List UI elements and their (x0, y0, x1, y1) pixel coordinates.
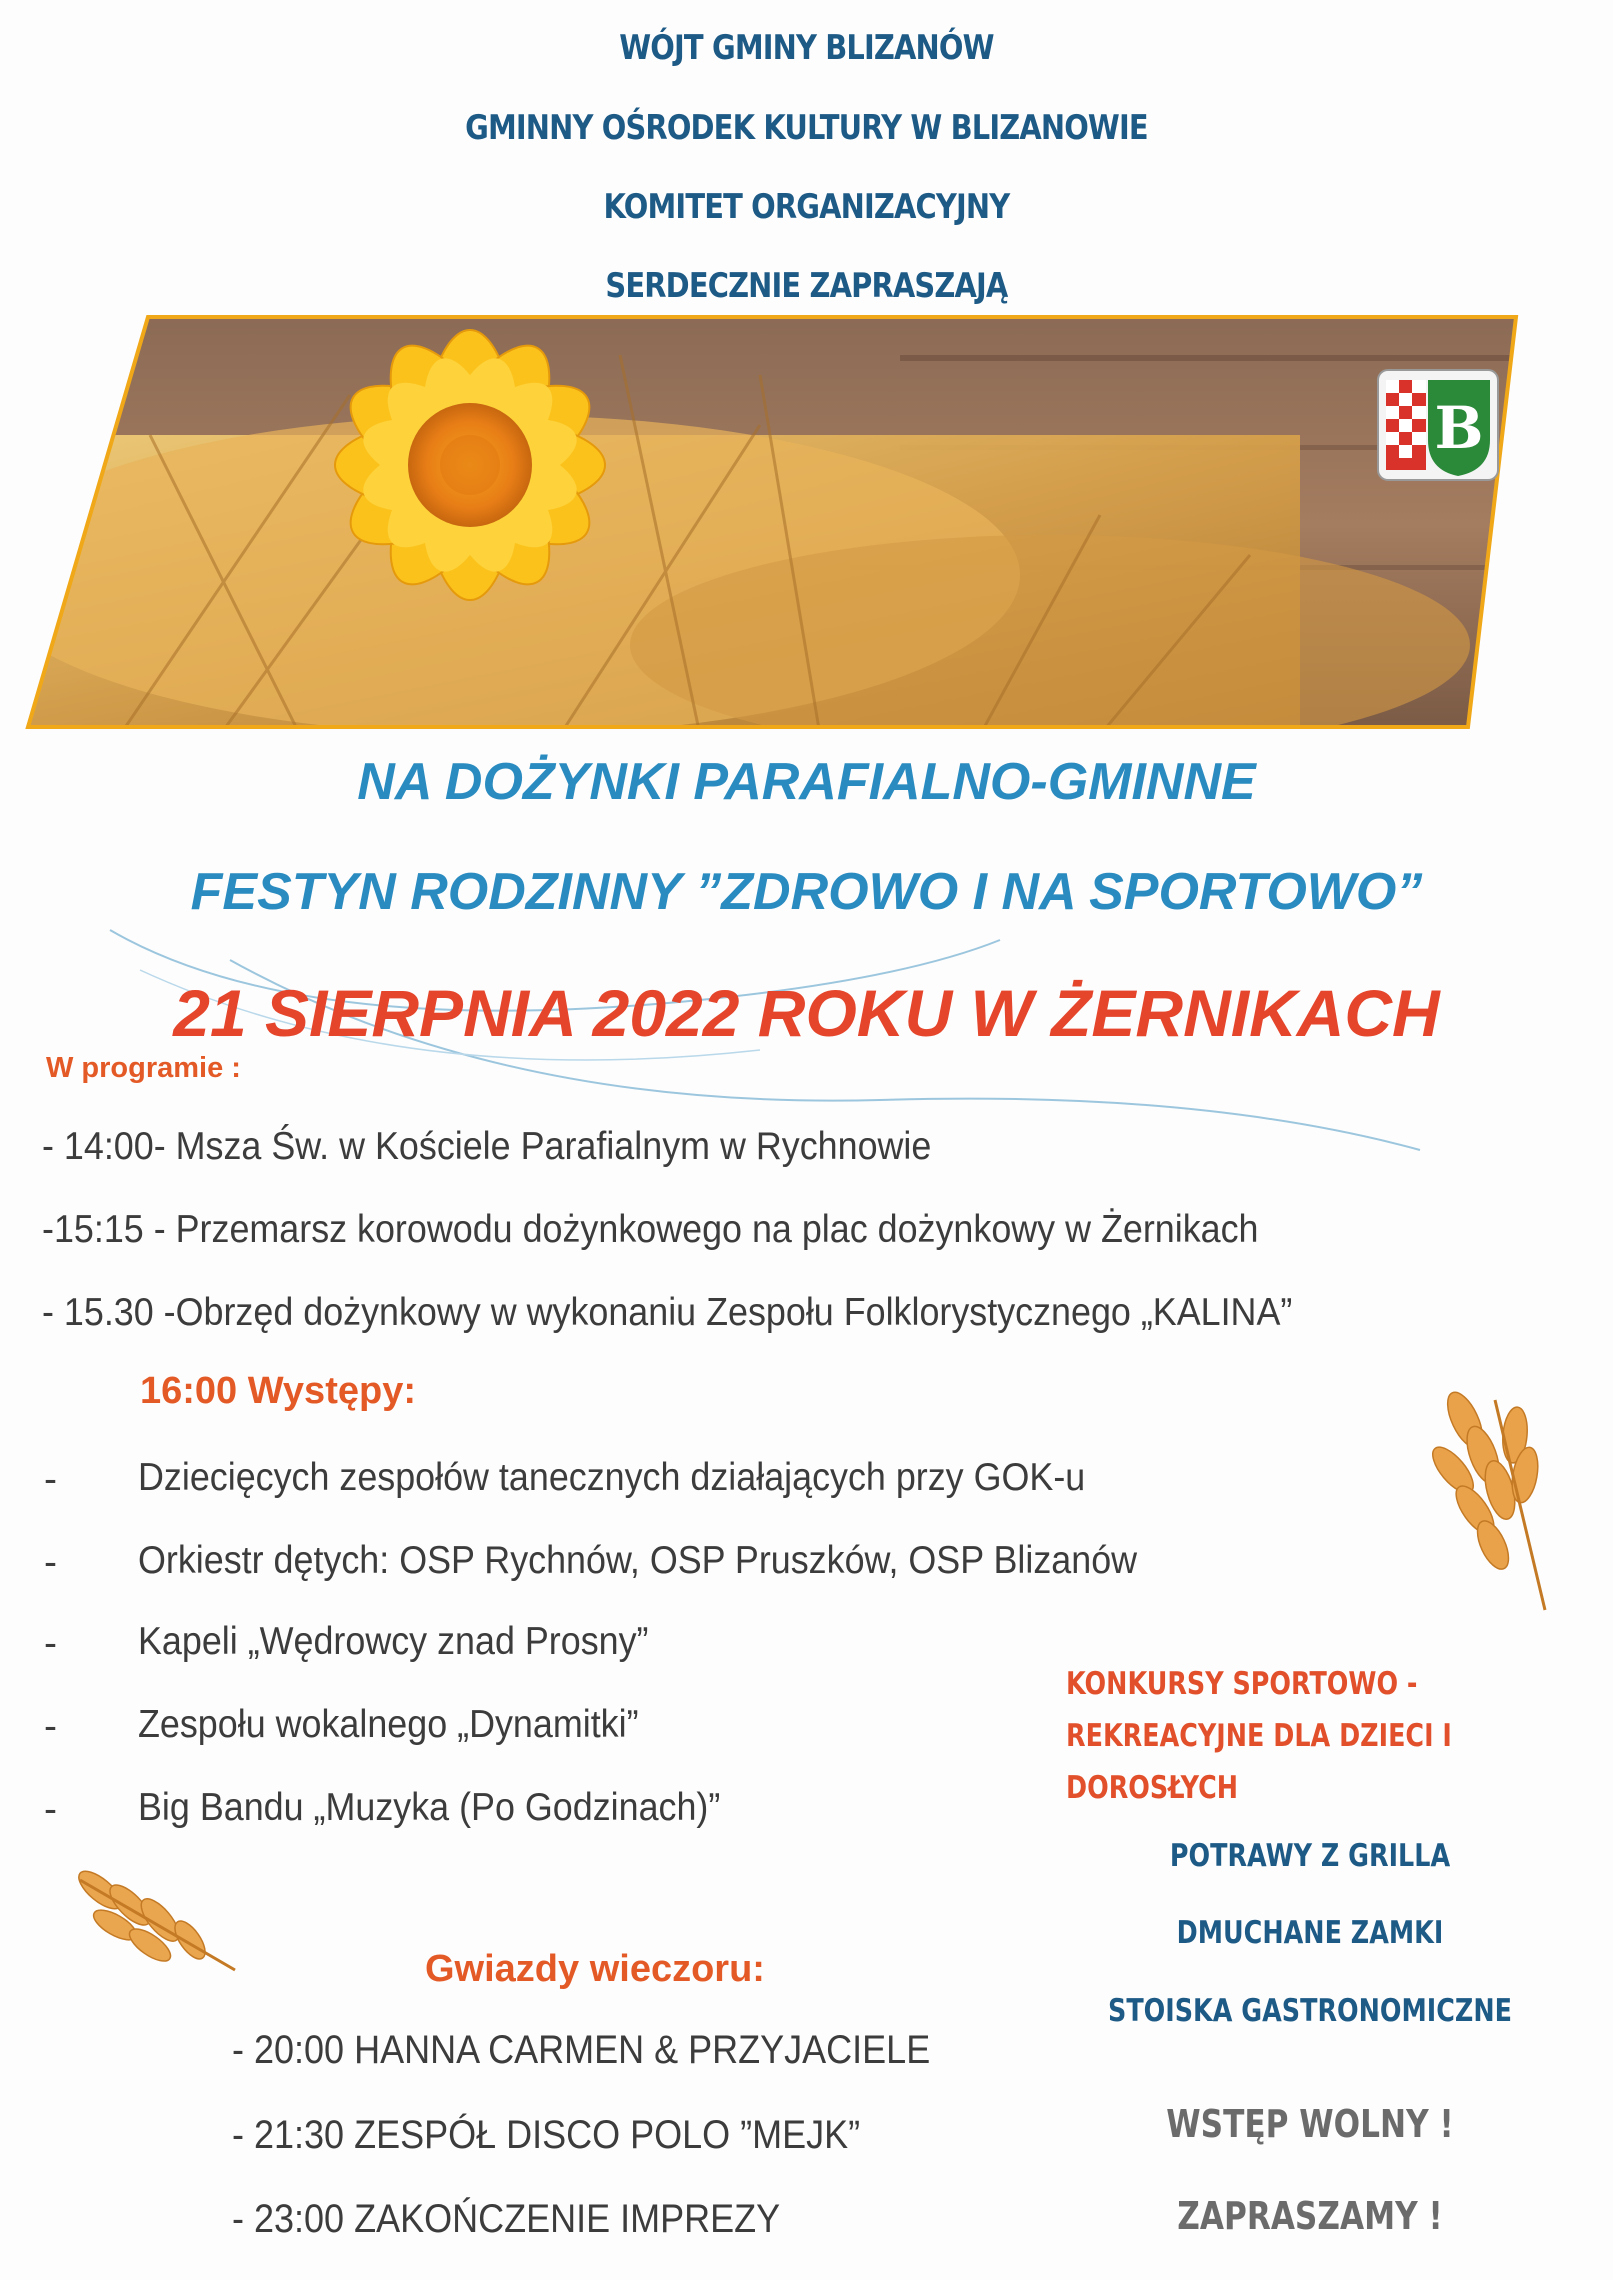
bullet-dash: - (44, 1705, 57, 1748)
contests-line-2: REKREACYJNE DLA DZIECI I (1066, 1718, 1452, 1754)
performance-item: Kapeli „Wędrowcy znad Prosny” (138, 1620, 649, 1663)
bullet-dash: - (44, 1541, 57, 1584)
star-item: - 23:00 ZAKOŃCZENIE IMPREZY (232, 2197, 781, 2241)
program-heading: W programie : (46, 1052, 241, 1084)
performance-item: Zespołu wokalnego „Dynamitki” (138, 1703, 639, 1746)
program-item-mass: - 14:00- Msza Św. w Kościele Parafialnym w Rychnowie (42, 1125, 932, 1168)
star-item: - 21:30 ZESPÓŁ DISCO POLO ”MEJK” (232, 2113, 861, 2157)
star-item: - 20:00 HANNA CARMEN & PRZYJACIELE (232, 2028, 931, 2072)
event-title: NA DOŻYNKI PARAFIALNO-GMINNE (357, 753, 1256, 811)
harvest-banner-image (0, 315, 1613, 735)
event-date-location: 21 SIERPNIA 2022 ROKU W ŻERNIKACH (173, 976, 1440, 1050)
bullet-dash: - (44, 1458, 57, 1501)
performance-item: Dziecięcych zespołów tanecznych działających przy GOK-u (138, 1456, 1086, 1499)
attraction-food-stands: STOISKA GASTRONOMICZNE (1108, 1993, 1512, 2029)
bullet-dash: - (44, 1622, 57, 1665)
organizer-line-4: SERDECZNIE ZAPRASZAJĄ (605, 266, 1008, 306)
free-entry-note: WSTĘP WOLNY ! (1166, 2102, 1454, 2146)
performance-item: Orkiestr dętych: OSP Rychnów, OSP Pruszków, OSP Blizanów (138, 1539, 1138, 1582)
organizer-line-2: GMINNY OŚRODEK KULTURY W BLIZANOWIE (465, 108, 1148, 148)
organizer-line-1: WÓJT GMINY BLIZANÓW (619, 28, 994, 68)
performances-heading: 16:00 Występy: (140, 1370, 416, 1412)
blizanow-logo-icon (1378, 370, 1498, 480)
attraction-bouncy-castles: DMUCHANE ZAMKI (1176, 1915, 1444, 1951)
contests-line-3: DOROSŁYCH (1066, 1770, 1238, 1806)
invitation-note: ZAPRASZAMY ! (1177, 2194, 1443, 2238)
program-item-procession: -15:15 - Przemarsz korowodu dożynkowego na plac dożynkowy w Żernikach (42, 1208, 1259, 1251)
svg-text:B: B (1434, 394, 1484, 462)
stars-heading: Gwiazdy wieczoru: (425, 1948, 765, 1990)
bullet-dash: - (44, 1788, 57, 1831)
wheat-ear-icon (60, 1850, 240, 1980)
wheat-ear-icon (1395, 1360, 1575, 1620)
event-subtitle: FESTYN RODZINNY ”ZDROWO I NA SPORTOWO” (190, 863, 1423, 921)
program-item-ritual: - 15.30 -Obrzęd dożynkowy w wykonaniu Zespołu Folklorystycznego „KALINA” (42, 1291, 1293, 1334)
organizer-line-3: KOMITET ORGANIZACYJNY (603, 187, 1010, 227)
performance-item: Big Bandu „Muzyka (Po Godzinach)” (138, 1786, 721, 1829)
contests-line-1: KONKURSY SPORTOWO - (1066, 1666, 1418, 1702)
attraction-grill: POTRAWY Z GRILLA (1169, 1838, 1451, 1874)
